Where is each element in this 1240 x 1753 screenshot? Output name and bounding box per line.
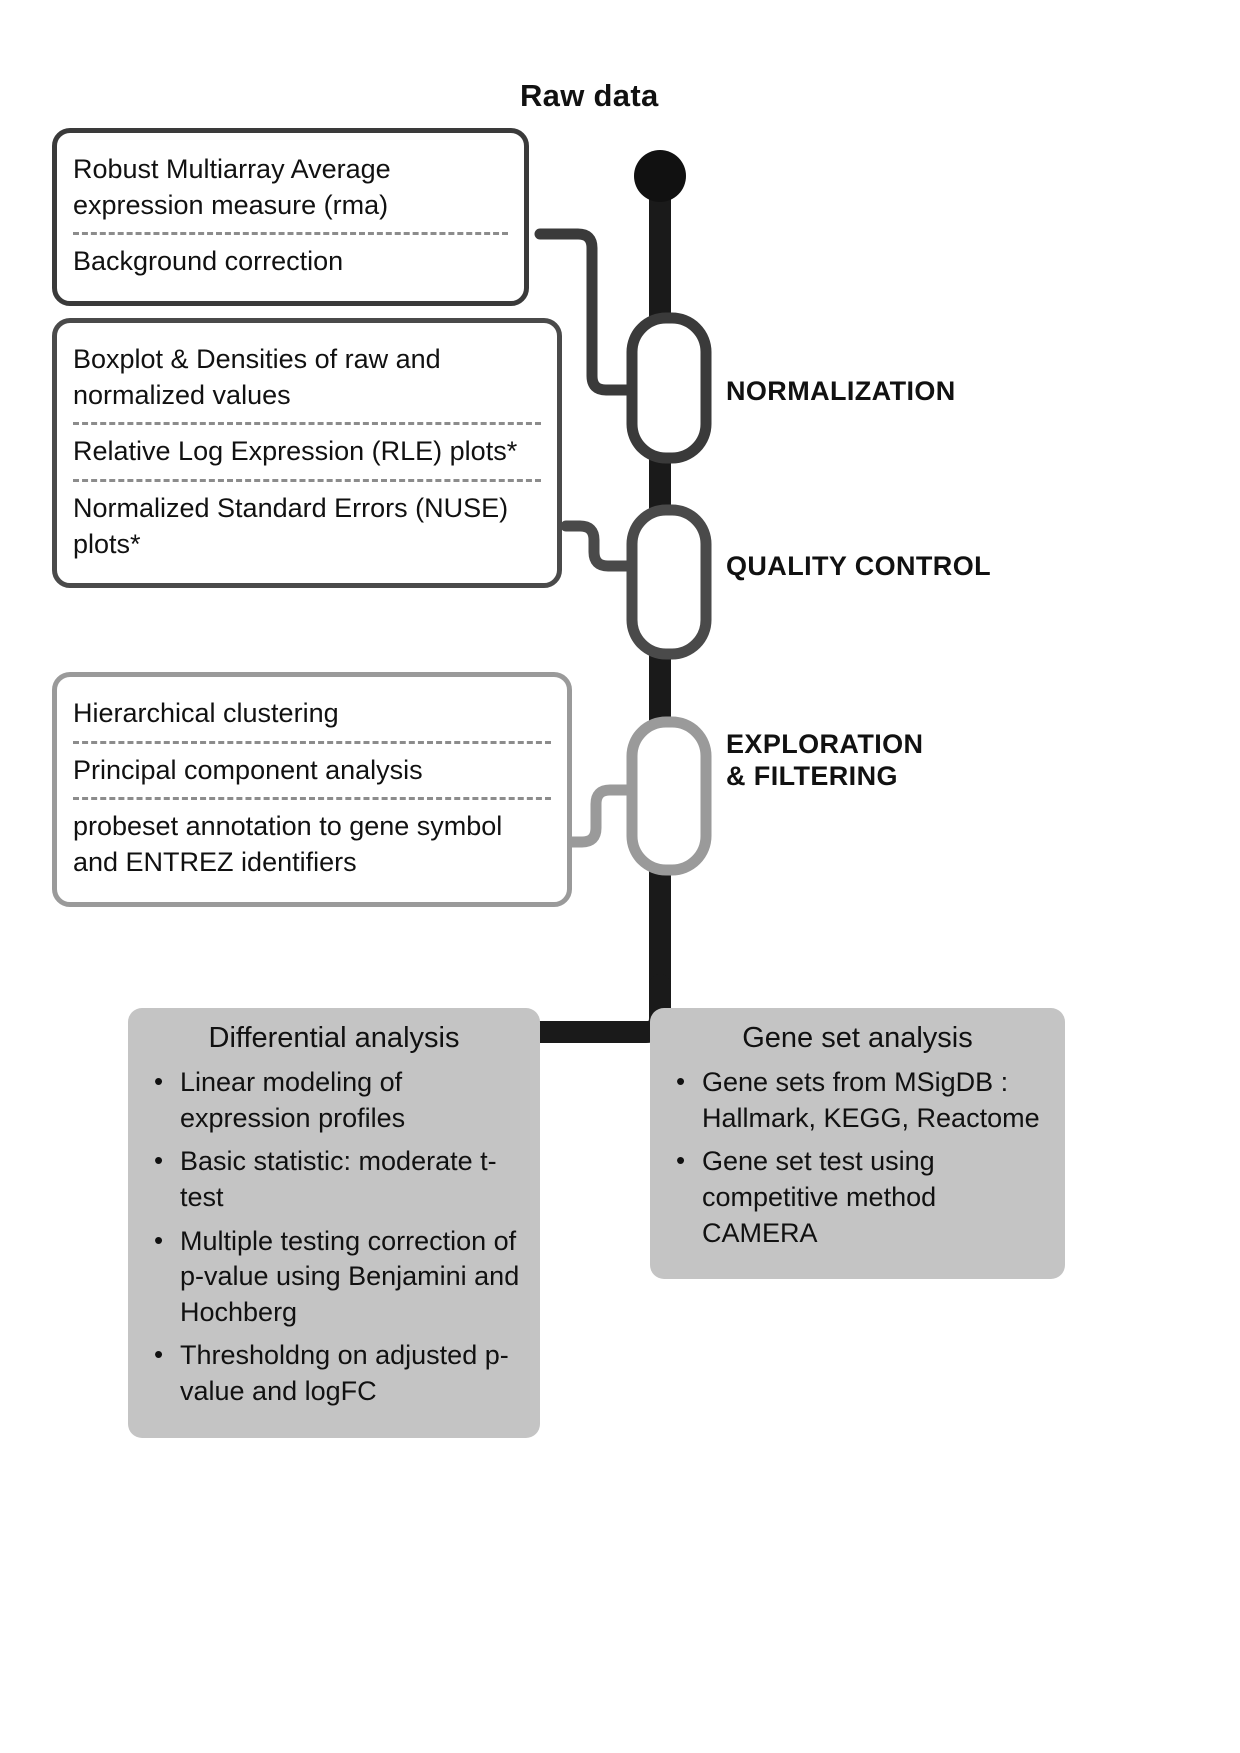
panel-row: Principal component analysis bbox=[73, 741, 551, 798]
connector-exploration bbox=[572, 790, 632, 842]
list-item: • Basic statistic: moderate t-test bbox=[176, 1144, 522, 1215]
panel-row: Robust Multiarray Average expression measure (rma) bbox=[73, 154, 391, 220]
result-title: Gene set analysis bbox=[742, 1022, 973, 1054]
list-item: • Multiple testing correction of p-value using Benjamini and Hochberg bbox=[176, 1224, 522, 1331]
stage-label-exploration bbox=[726, 728, 923, 793]
panel-row: Boxplot & Densities of raw and normalized values bbox=[73, 344, 441, 410]
stage-label-exploration-line1: EXPLORATION bbox=[726, 729, 924, 759]
result-title: Differential analysis bbox=[208, 1022, 460, 1054]
connector-quality bbox=[566, 526, 632, 566]
list-item: • Thresholdng on adjusted p-value and logFC bbox=[176, 1338, 522, 1409]
raw-data-node bbox=[634, 150, 686, 202]
stage-label-exploration-line2: & FILTERING bbox=[726, 761, 898, 792]
list-item: • Gene sets from MSigDB : Hallmark, KEGG, Reactome bbox=[698, 1065, 1047, 1136]
stage-capsule-exploration[interactable] bbox=[632, 722, 706, 870]
panel-quality-control[interactable] bbox=[52, 318, 562, 588]
panel-row: Hierarchical clustering bbox=[73, 698, 339, 728]
list-item: • Gene set test using competitive method CAMERA bbox=[698, 1144, 1047, 1251]
stage-capsule-quality[interactable] bbox=[632, 510, 706, 654]
result-box-differential-analysis[interactable] bbox=[128, 1008, 540, 1438]
result-box-gene-set-analysis[interactable] bbox=[650, 1008, 1065, 1279]
panel-normalization[interactable] bbox=[52, 128, 529, 306]
result-list bbox=[146, 1065, 522, 1410]
stage-label-normalization: NORMALIZATION bbox=[726, 376, 956, 406]
page-title: Raw data bbox=[520, 78, 659, 113]
list-item: • Linear modeling of expression profiles bbox=[176, 1065, 522, 1136]
result-list bbox=[668, 1065, 1047, 1251]
panel-exploration-filtering[interactable] bbox=[52, 672, 572, 907]
stage-capsule-normalization[interactable] bbox=[632, 318, 706, 458]
panel-row: Relative Log Expression (RLE) plots* bbox=[73, 422, 541, 479]
stage-label-quality-control: QUALITY CONTROL bbox=[726, 551, 991, 581]
panel-row: Background correction bbox=[73, 232, 508, 289]
panel-row: Normalized Standard Errors (NUSE) plots* bbox=[73, 479, 541, 571]
panel-row: probeset annotation to gene symbol and ENTREZ identifiers bbox=[73, 797, 551, 889]
